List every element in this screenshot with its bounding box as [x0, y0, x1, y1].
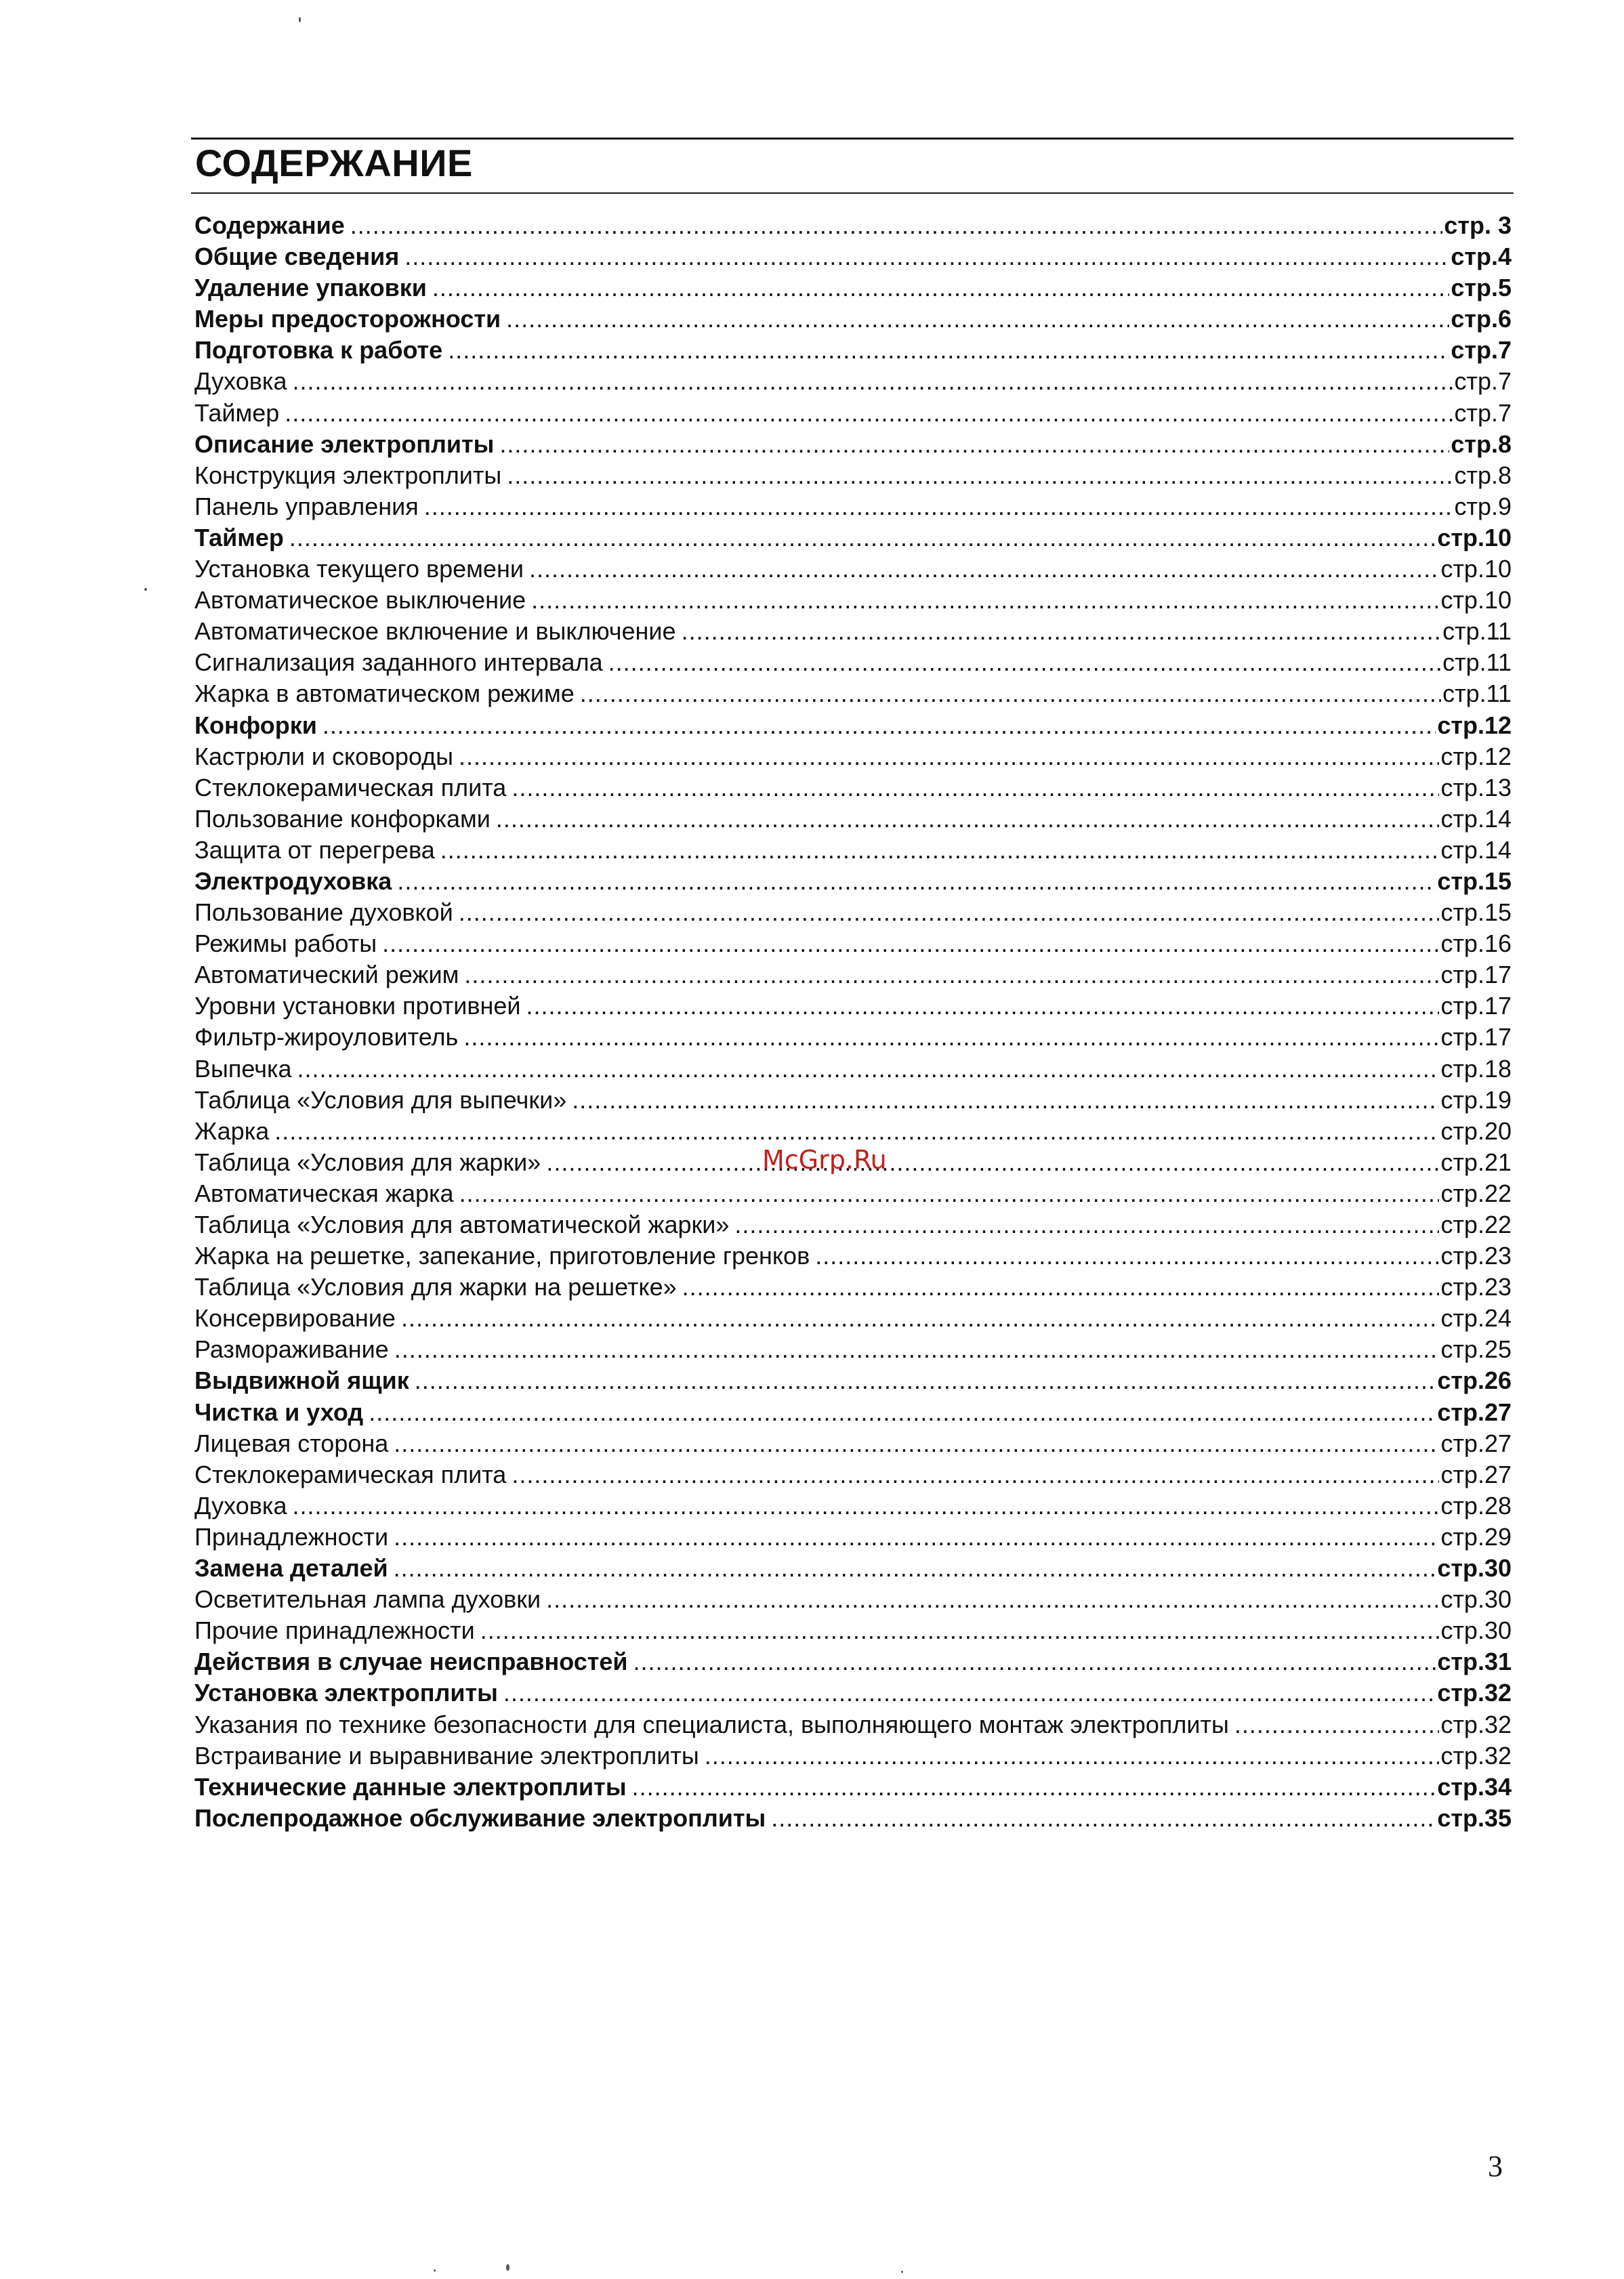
toc-entry [194, 1584, 1512, 1615]
toc-entry-title: Жарка на решетке, запекание, приготовление гренков [194, 1242, 810, 1270]
dot-leader [415, 1365, 1436, 1396]
toc-entry [194, 1240, 1512, 1272]
toc-entry-title: Автоматический режим [194, 961, 459, 989]
toc-entry-page: стр.27 [1437, 1398, 1512, 1426]
toc-entry-title: Пользование конфорками [194, 804, 491, 833]
toc-entry [194, 304, 1512, 335]
toc-entry-title: Стеклокерамическая плита [194, 1460, 507, 1488]
toc-entry-title: Фильтр-жироуловитель [194, 1023, 459, 1051]
toc-entry-title: Таблица «Условия для выпечки» [194, 1085, 567, 1114]
toc-entry-title: Содержание [194, 211, 345, 239]
dot-leader [463, 1022, 1439, 1053]
toc-entry [194, 1053, 1512, 1085]
toc-entry-title: Таблица «Условия для жарки на решетке» [194, 1273, 677, 1301]
toc-entry [194, 835, 1512, 866]
toc-entry [194, 741, 1512, 772]
dot-leader [682, 1272, 1440, 1303]
toc-entry-page: стр.29 [1440, 1522, 1512, 1551]
toc-entry-title: Таймер [194, 398, 280, 427]
toc-entry-page: стр.21 [1440, 1148, 1512, 1176]
dot-leader [322, 710, 1436, 741]
toc-entry-title: Лицевая сторона [194, 1429, 389, 1457]
toc-entry [194, 928, 1512, 959]
dot-leader [526, 990, 1439, 1022]
toc-entry-page: стр.16 [1440, 929, 1512, 958]
toc-entry-page: стр.22 [1440, 1211, 1512, 1238]
dot-leader [632, 1772, 1436, 1803]
toc-entry-title: Автоматическое включение и выключение [194, 617, 676, 646]
toc-entry-page: стр.7 [1451, 336, 1512, 364]
toc-entry [194, 1646, 1512, 1677]
toc-entry-title: Выпечка [194, 1054, 292, 1083]
toc-entry [194, 959, 1512, 990]
dot-leader [459, 741, 1439, 772]
toc-entry-page: стр.20 [1440, 1116, 1512, 1145]
toc-entry-page: стр.27 [1440, 1460, 1512, 1488]
toc-entry-page: стр.25 [1440, 1335, 1512, 1364]
toc-entry-page: стр.11 [1442, 648, 1512, 677]
toc-entry [194, 522, 1512, 553]
toc-entry-page: стр.11 [1442, 679, 1512, 708]
dot-leader [274, 1116, 1439, 1147]
toc-entry-page: стр.5 [1451, 274, 1512, 302]
toc-entry [194, 866, 1512, 897]
toc-entry [194, 1553, 1512, 1584]
dot-leader [815, 1240, 1439, 1272]
toc-entry-page: стр.15 [1440, 898, 1512, 927]
toc-entry [194, 1022, 1512, 1053]
toc-entry-title: Сигнализация заданного интервала [194, 648, 603, 677]
dot-leader [682, 616, 1442, 647]
toc-entry [194, 1178, 1512, 1209]
toc-entry-page: стр.32 [1440, 1741, 1512, 1770]
dot-leader [480, 1615, 1440, 1646]
toc-entry [194, 1272, 1512, 1303]
toc-entry-page: стр.8 [1454, 461, 1512, 489]
toc-entry-page: стр.10 [1440, 555, 1512, 583]
dot-leader [771, 1803, 1436, 1834]
toc-entry [194, 647, 1512, 678]
dot-leader [1234, 1709, 1440, 1740]
toc-entry [194, 1740, 1512, 1772]
toc-entry-page: стр.13 [1440, 773, 1512, 801]
toc-entry [194, 1334, 1512, 1365]
toc-entry [194, 897, 1512, 928]
dot-leader [297, 1053, 1440, 1085]
toc-entry [194, 1428, 1512, 1459]
toc-entry-title: Конструкция электроплиты [194, 461, 502, 489]
dot-leader [394, 1553, 1436, 1584]
toc-entry-title: Встраивание и выравнивание электроплиты [194, 1741, 699, 1770]
toc-entry [194, 1803, 1512, 1834]
toc-entry [194, 803, 1512, 835]
toc-entry-page: стр.24 [1440, 1304, 1512, 1333]
toc-entry-title: Общие сведения [194, 243, 400, 271]
dot-leader [507, 460, 1453, 491]
dot-leader [464, 959, 1439, 990]
dot-leader [503, 1677, 1436, 1709]
toc-entry [194, 1772, 1512, 1803]
toc-entry-page: стр.15 [1437, 866, 1512, 895]
dot-leader [292, 1490, 1439, 1522]
dot-leader [546, 1147, 1439, 1178]
toc-entry-page: стр.34 [1437, 1772, 1512, 1801]
toc-entry-title: Жарка [194, 1116, 270, 1145]
toc-entry-page: стр.14 [1440, 804, 1512, 833]
dot-leader [459, 897, 1440, 928]
toc-entry [194, 616, 1512, 647]
toc-entry-page: стр.12 [1440, 742, 1512, 770]
toc-entry-title: Размораживание [194, 1335, 389, 1364]
toc-entry-title: Панель управления [194, 492, 419, 520]
toc-entry-title: Действия в случае неисправностей [194, 1648, 628, 1676]
dot-leader [350, 210, 1443, 241]
toc-entry-page: стр.26 [1437, 1366, 1512, 1395]
toc-entry-title: Установка электроплиты [194, 1679, 498, 1707]
dot-leader [394, 1334, 1440, 1365]
dot-leader [382, 928, 1439, 959]
toc-entry-title: Пользование духовкой [194, 898, 453, 927]
toc-entry-title: Прочие принадлежности [194, 1616, 475, 1645]
toc-entry [194, 553, 1512, 585]
dot-leader [580, 678, 1441, 709]
toc-entry [194, 990, 1512, 1022]
page-title: СОДЕРЖАНИЕ [195, 142, 473, 184]
toc-entry-page: стр.7 [1454, 398, 1512, 427]
toc-entry-page: стр. 3 [1444, 211, 1512, 239]
toc-entry-title: Принадлежности [194, 1522, 389, 1551]
toc-entry-title: Таблица «Условия для автоматической жарки» [194, 1211, 730, 1238]
toc-entry-page: стр.31 [1437, 1648, 1512, 1676]
toc-entry-page: стр.30 [1440, 1585, 1512, 1614]
toc-entry-title: Технические данные электроплиты [194, 1772, 627, 1801]
toc-entry [194, 1522, 1512, 1553]
toc-entry-page: стр.23 [1440, 1273, 1512, 1301]
toc-entry-page: стр.28 [1440, 1491, 1512, 1520]
scan-speck [299, 17, 301, 22]
dot-leader [432, 272, 1449, 304]
dot-leader [546, 1584, 1439, 1615]
dot-leader [705, 1740, 1440, 1772]
toc-entry-title: Указания по технике безопасности для специалиста, выполняющего монтаж электроплиты [194, 1710, 1229, 1738]
dot-leader [394, 1428, 1439, 1459]
toc-entry-page: стр.19 [1440, 1085, 1512, 1114]
dot-leader [289, 522, 1436, 553]
toc-entry-page: стр.22 [1440, 1179, 1512, 1207]
dot-leader [608, 647, 1442, 678]
toc-entry-page: стр.10 [1440, 586, 1512, 614]
page-number: 3 [1488, 2150, 1503, 2183]
toc-entry [194, 1615, 1512, 1646]
dot-leader [531, 585, 1439, 616]
toc-entry-title: Осветительная лампа духовки [194, 1585, 541, 1614]
toc-entry-title: Послепродажное обслуживание электроплиты [194, 1803, 766, 1832]
toc-entry-title: Таймер [194, 523, 284, 551]
toc-entry-page: стр.30 [1440, 1616, 1512, 1645]
dot-leader [424, 491, 1453, 522]
toc-entry-page: стр.7 [1454, 367, 1512, 396]
dot-leader [285, 398, 1453, 429]
toc-entry-page: стр.12 [1437, 711, 1512, 739]
dot-leader [440, 835, 1440, 866]
toc-entry [194, 1709, 1512, 1740]
toc-entry-page: стр.17 [1440, 992, 1512, 1020]
toc-entry-title: Стеклокерамическая плита [194, 773, 507, 801]
toc-entry [194, 1365, 1512, 1396]
table-of-contents [194, 210, 1512, 1834]
toc-entry [194, 460, 1512, 491]
dot-leader [459, 1178, 1440, 1209]
dot-leader [512, 772, 1439, 803]
toc-entry-title: Подготовка к работе [194, 336, 443, 364]
toc-entry-page: стр.17 [1440, 961, 1512, 989]
toc-entry-page: стр.30 [1437, 1554, 1512, 1583]
toc-entry [194, 1116, 1512, 1147]
toc-entry-page: стр.18 [1440, 1054, 1512, 1083]
toc-entry [194, 1459, 1512, 1490]
toc-entry-title: Жарка в автоматическом режиме [194, 679, 575, 708]
toc-entry-page: стр.27 [1440, 1429, 1512, 1457]
dot-leader [633, 1646, 1436, 1677]
dot-leader [499, 429, 1449, 460]
title-underline [191, 192, 1514, 194]
toc-entry [194, 1209, 1512, 1240]
toc-entry-title: Кастрюли и сковороды [194, 742, 453, 770]
toc-entry-title: Меры предосторожности [194, 305, 501, 333]
scan-speck [144, 588, 147, 591]
toc-entry-title: Описание электроплиты [194, 430, 495, 458]
toc-entry [194, 210, 1512, 241]
dot-leader [397, 866, 1436, 897]
toc-entry-page: стр.11 [1442, 617, 1512, 646]
toc-entry [194, 335, 1512, 366]
dot-leader [401, 1303, 1439, 1334]
toc-entry [194, 272, 1512, 304]
toc-entry [194, 1397, 1512, 1428]
toc-entry-page: стр.23 [1440, 1242, 1512, 1270]
toc-entry [194, 678, 1512, 709]
toc-entry-title: Чистка и уход [194, 1398, 364, 1426]
toc-entry [194, 1490, 1512, 1522]
toc-entry [194, 1677, 1512, 1709]
toc-entry-title: Таблица «Условия для жарки» [194, 1148, 541, 1176]
toc-entry-page: стр.17 [1440, 1023, 1512, 1051]
toc-entry [194, 710, 1512, 741]
toc-entry-title: Защита от перегрева [194, 835, 435, 864]
dot-leader [572, 1085, 1439, 1116]
toc-entry [194, 772, 1512, 803]
toc-entry-title: Консервирование [194, 1304, 396, 1333]
dot-leader [529, 553, 1439, 585]
toc-entry-page: стр.10 [1437, 523, 1512, 551]
toc-entry-title: Замена деталей [194, 1554, 388, 1583]
toc-entry [194, 429, 1512, 460]
dot-leader [369, 1397, 1436, 1428]
watermark: McGrp.Ru [762, 1145, 887, 1175]
scan-speck [434, 2270, 436, 2272]
toc-entry [194, 491, 1512, 522]
toc-entry-title: Конфорки [194, 711, 317, 739]
dot-leader [448, 335, 1449, 366]
toc-entry-title: Духовка [194, 1491, 287, 1520]
dot-leader [512, 1459, 1439, 1490]
toc-entry-page: стр.32 [1437, 1679, 1512, 1707]
dot-leader [394, 1522, 1439, 1553]
toc-entry-page: стр.32 [1440, 1710, 1512, 1738]
toc-entry-page: стр.6 [1451, 305, 1512, 333]
toc-entry-page: стр.35 [1437, 1803, 1512, 1832]
toc-entry-title: Режимы работы [194, 929, 377, 958]
toc-entry [194, 241, 1512, 272]
toc-entry [194, 366, 1512, 397]
dot-leader [292, 366, 1453, 397]
toc-entry-title: Выдвижной ящик [194, 1366, 409, 1395]
toc-entry-title: Автоматическая жарка [194, 1179, 454, 1207]
dot-leader [506, 304, 1449, 335]
dot-leader [734, 1209, 1439, 1240]
toc-entry-page: стр.8 [1451, 430, 1512, 458]
scan-speck [901, 2271, 903, 2273]
dot-leader [404, 241, 1449, 272]
toc-entry-title: Удаление упаковки [194, 274, 427, 302]
toc-entry-page: стр.14 [1440, 835, 1512, 864]
scan-speck [506, 2264, 509, 2271]
toc-entry [194, 398, 1512, 429]
toc-entry [194, 585, 1512, 616]
toc-entry-title: Уровни установки противней [194, 992, 521, 1020]
toc-entry [194, 1085, 1512, 1116]
toc-entry-title: Электродуховка [194, 866, 392, 895]
toc-entry-title: Автоматическое выключение [194, 586, 526, 614]
toc-entry-page: стр.4 [1451, 243, 1512, 271]
toc-entry [194, 1303, 1512, 1334]
toc-entry-title: Установка текущего времени [194, 555, 524, 583]
toc-entry-page: стр.9 [1454, 492, 1512, 520]
toc-entry-title: Духовка [194, 367, 287, 396]
dot-leader [496, 803, 1440, 835]
